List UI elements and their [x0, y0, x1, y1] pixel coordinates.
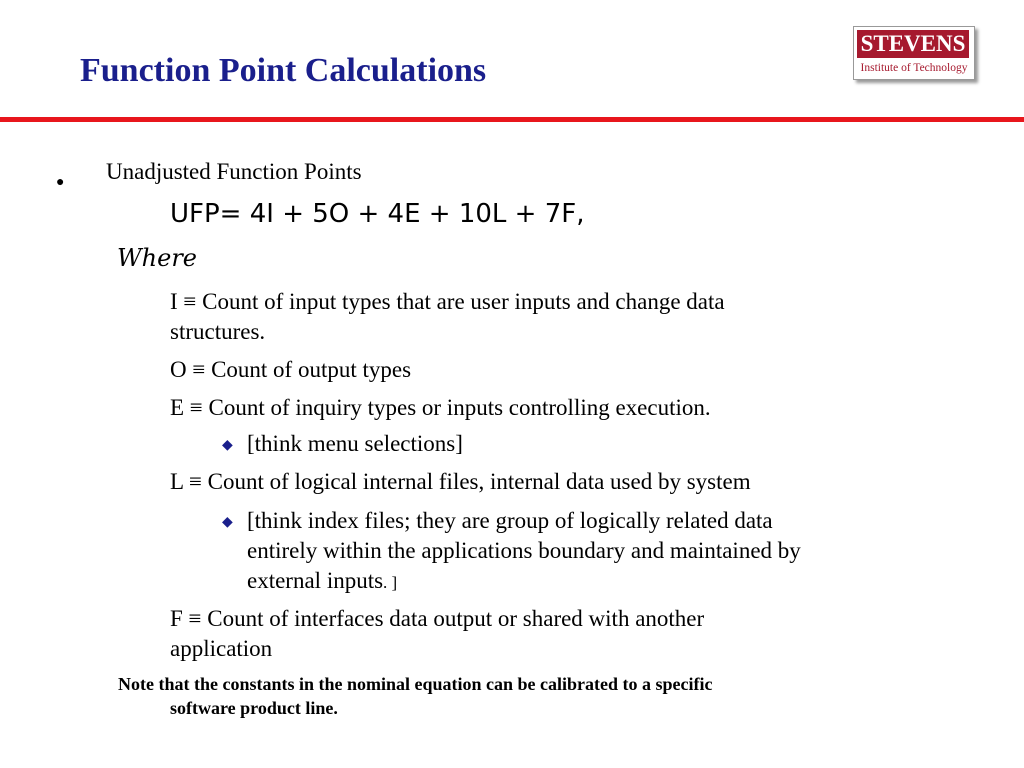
definition-l-note-line3: [247, 566, 397, 598]
definition-l-note-line3-end: . ]: [383, 573, 398, 592]
where-label: Where: [117, 244, 198, 272]
logo-wordmark: STEVENS: [857, 30, 969, 58]
note-line2: software product line.: [170, 698, 338, 718]
calibration-note: [118, 672, 918, 720]
definition-l-note-line1: [think index files; they are group of logically related data: [247, 508, 773, 533]
diamond-bullet-icon: ◆: [222, 515, 233, 530]
definition-l-note-line3-text: external inputs: [247, 568, 384, 593]
definition-e-note: [think menu selections]: [247, 431, 463, 456]
definition-i-line1: I ≡ Count of input types that are user inputs and change data: [170, 289, 725, 314]
note-line1: Note that the constants in the nominal equation can be calibrated to a specific: [118, 674, 713, 694]
diamond-bullet-icon: ◆: [222, 438, 233, 453]
title-divider: [0, 117, 1024, 122]
logo-subtitle: Institute of Technology: [860, 62, 968, 74]
definition-f-line1: F ≡ Count of interfaces data output or shared with another: [170, 606, 705, 631]
definition-i-line2: structures.: [170, 319, 266, 344]
stevens-logo: [853, 26, 975, 80]
definition-e: E ≡ Count of inquiry types or inputs controlling execution.: [170, 395, 711, 420]
bullet-dot-icon: ●: [56, 175, 65, 190]
slide-title: Function Point Calculations: [80, 52, 487, 89]
definition-o: O ≡ Count of output types: [170, 357, 412, 382]
ufp-formula: UFP= 4I + 5O + 4E + 10L + 7F,: [170, 199, 585, 229]
definition-l-note-line2: entirely within the applications boundary and maintained by: [247, 538, 801, 563]
definition-f-line2: application: [170, 636, 273, 661]
definition-l: L ≡ Count of logical internal files, internal data used by system: [170, 469, 751, 494]
bullet-label: Unadjusted Function Points: [106, 159, 362, 184]
